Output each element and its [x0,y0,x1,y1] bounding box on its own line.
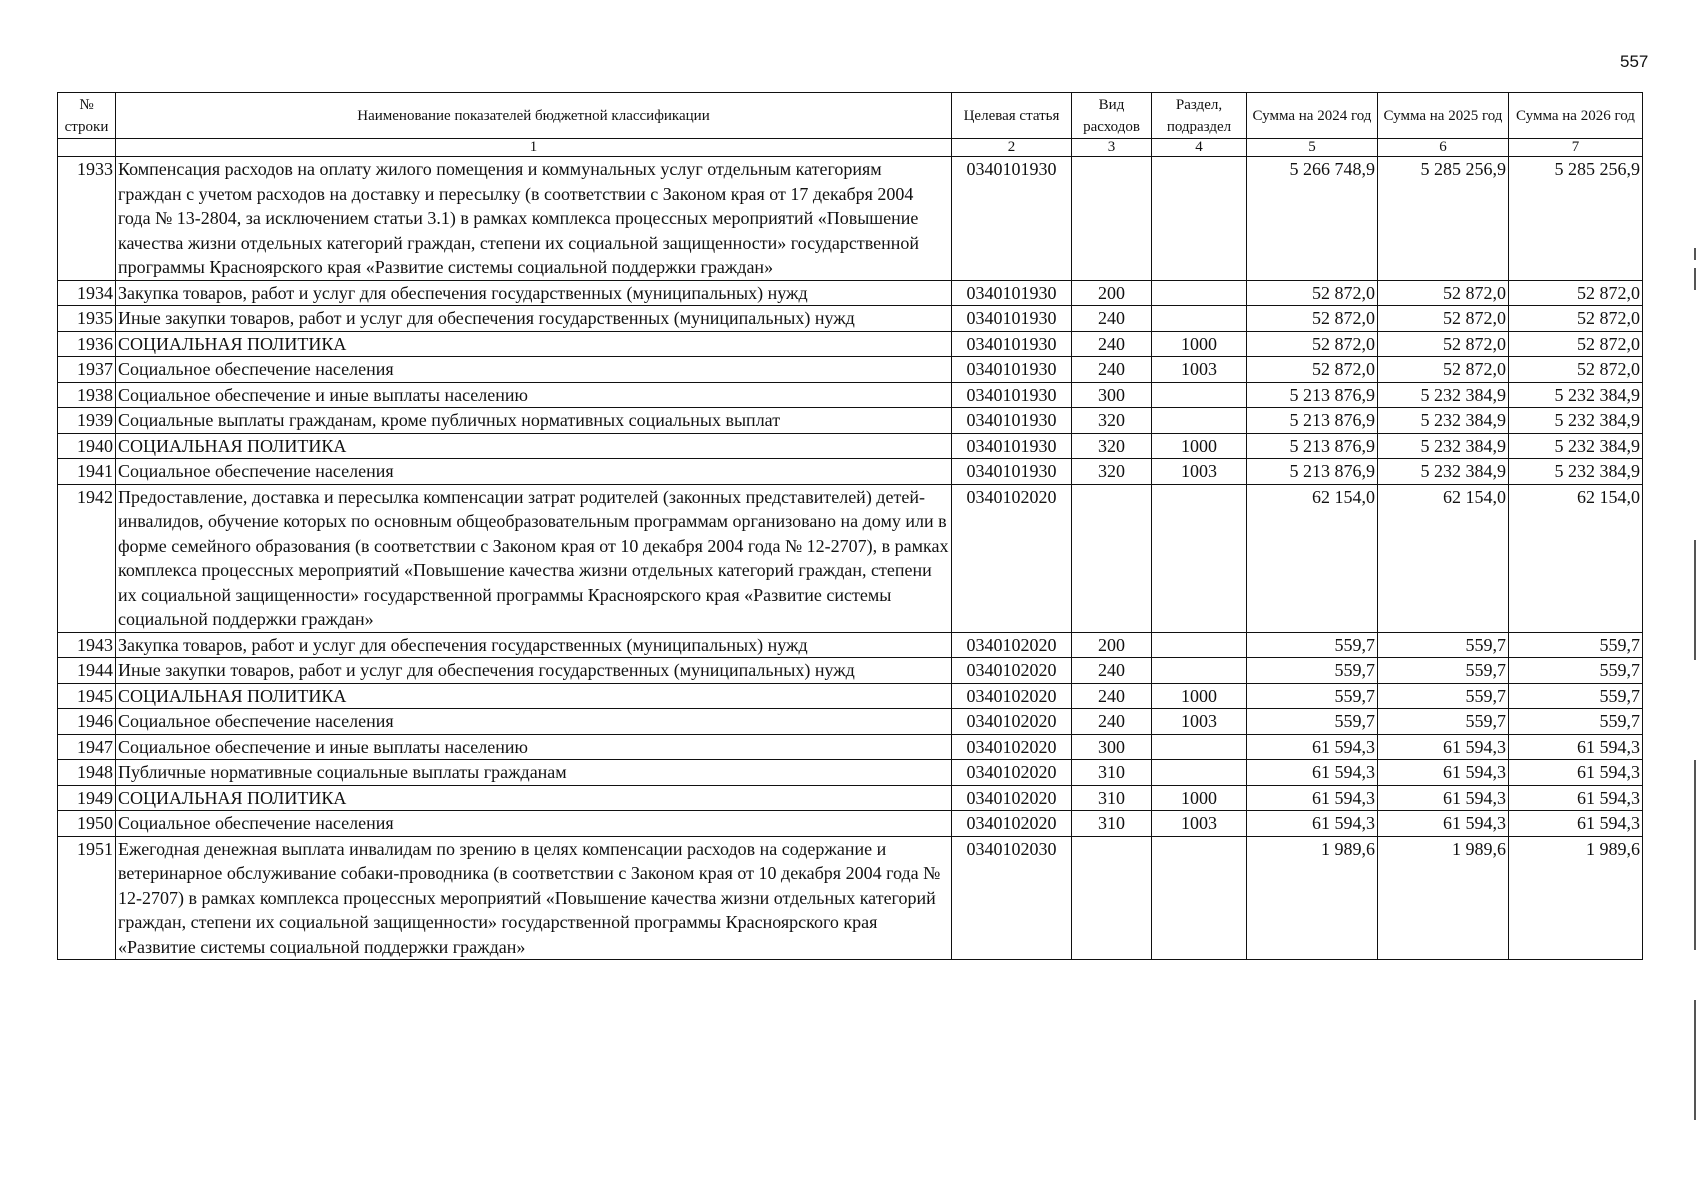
section-subsection [1152,382,1247,408]
section-subsection: 1003 [1152,357,1247,383]
expense-type [1072,157,1152,281]
sum-2026: 52 872,0 [1509,306,1643,332]
header-name: Наименование показателей бюджетной классификации [116,93,952,139]
table-row [58,683,1643,709]
table-row [58,408,1643,434]
sum-2025: 5 232 384,9 [1378,408,1509,434]
column-number: 7 [1509,139,1643,157]
target-article-code: 0340102020 [952,658,1072,684]
row-name: Социальное обеспечение населения [116,709,952,735]
column-number: 1 [116,139,952,157]
sum-2026: 61 594,3 [1509,811,1643,837]
section-subsection [1152,658,1247,684]
row-number: 1940 [58,433,116,459]
row-name: Социальное обеспечение населения [116,459,952,485]
row-name: Компенсация расходов на оплату жилого помещения и коммунальных услуг отдельным категориям граждан с учетом расходов на доставку и пересылку (в соответствии с Законом края от 17 декабря 2004 года № 13-2804, за исключением статьи 3.1) в рамках комплекса процессных мероприятий «Повышение качества жизни отдельных категорий граждан, степени их социальной защищенности» государственной программы Красноярского края «Развитие системы социальной поддержки граждан» [116,157,952,281]
expense-type: 320 [1072,433,1152,459]
header-section: Раздел, подраздел [1152,93,1247,139]
table-row [58,734,1643,760]
row-name: Социальное обеспечение населения [116,811,952,837]
sum-2026: 5 232 384,9 [1509,382,1643,408]
sum-2024: 1 989,6 [1247,836,1378,960]
target-article-code: 0340102020 [952,811,1072,837]
section-subsection [1152,484,1247,632]
expense-type: 200 [1072,280,1152,306]
row-name: СОЦИАЛЬНАЯ ПОЛИТИКА [116,683,952,709]
target-article-code: 0340101930 [952,157,1072,281]
row-number: 1942 [58,484,116,632]
header-sum-2024: Сумма на 2024 год [1247,93,1378,139]
sum-2025: 5 232 384,9 [1378,433,1509,459]
target-article-code: 0340101930 [952,459,1072,485]
sum-2025: 1 989,6 [1378,836,1509,960]
expense-type: 240 [1072,306,1152,332]
sum-2026: 1 989,6 [1509,836,1643,960]
row-number: 1935 [58,306,116,332]
target-article-code: 0340102020 [952,709,1072,735]
row-number: 1936 [58,331,116,357]
column-number: 6 [1378,139,1509,157]
row-name: Предоставление, доставка и пересылка компенсации затрат родителей (законных представителей) детей-инвалидов, обучение которых по основным общеобразовательным программам организовано на дому или в форме семейного образования (в соответствии с Законом края от 10 декабря 2004 года № 12-2707), в рамках комплекса процессных мероприятий «Повышение качества жизни отдельных категорий граждан, степени их социальной защищенности» государственной программы Красноярского края «Развитие системы социальной поддержки граждан» [116,484,952,632]
sum-2026: 61 594,3 [1509,760,1643,786]
sum-2026: 5 232 384,9 [1509,433,1643,459]
scan-edge-mark [1694,540,1696,660]
header-sum-2026: Сумма на 2026 год [1509,93,1643,139]
section-subsection: 1003 [1152,709,1247,735]
row-name: СОЦИАЛЬНАЯ ПОЛИТИКА [116,433,952,459]
section-subsection [1152,734,1247,760]
section-subsection: 1000 [1152,433,1247,459]
sum-2024: 5 213 876,9 [1247,433,1378,459]
section-subsection [1152,760,1247,786]
budget-table [57,92,1643,960]
section-subsection: 1003 [1152,811,1247,837]
table-row [58,760,1643,786]
header-sum-2025: Сумма на 2025 год [1378,93,1509,139]
section-subsection [1152,157,1247,281]
sum-2024: 559,7 [1247,709,1378,735]
row-number: 1945 [58,683,116,709]
sum-2026: 559,7 [1509,658,1643,684]
row-name: Закупка товаров, работ и услуг для обеспечения государственных (муниципальных) нужд [116,632,952,658]
table-row [58,157,1643,281]
table-row [58,811,1643,837]
row-number: 1947 [58,734,116,760]
section-subsection [1152,306,1247,332]
expense-type [1072,484,1152,632]
table-row [58,658,1643,684]
target-article-code: 0340101930 [952,306,1072,332]
expense-type: 300 [1072,734,1152,760]
row-number: 1943 [58,632,116,658]
target-article-code: 0340102020 [952,632,1072,658]
row-number: 1938 [58,382,116,408]
row-number: 1939 [58,408,116,434]
sum-2025: 52 872,0 [1378,331,1509,357]
header-rownum: № строки [58,93,116,139]
section-subsection: 1003 [1152,459,1247,485]
section-subsection: 1000 [1152,331,1247,357]
column-number: 4 [1152,139,1247,157]
row-number: 1948 [58,760,116,786]
expense-type: 240 [1072,357,1152,383]
sum-2025: 61 594,3 [1378,811,1509,837]
section-subsection [1152,280,1247,306]
expense-type: 200 [1072,632,1152,658]
target-article-code: 0340101930 [952,408,1072,434]
table-row [58,331,1643,357]
row-name: Иные закупки товаров, работ и услуг для обеспечения государственных (муниципальных) нужд [116,306,952,332]
sum-2026: 52 872,0 [1509,357,1643,383]
expense-type: 310 [1072,785,1152,811]
target-article-code: 0340102020 [952,785,1072,811]
sum-2026: 61 594,3 [1509,734,1643,760]
expense-type: 320 [1072,459,1152,485]
section-subsection [1152,408,1247,434]
row-name: Социальное обеспечение населения [116,357,952,383]
target-article-code: 0340102020 [952,484,1072,632]
sum-2024: 61 594,3 [1247,760,1378,786]
row-name: Закупка товаров, работ и услуг для обеспечения государственных (муниципальных) нужд [116,280,952,306]
sum-2026: 559,7 [1509,632,1643,658]
row-number: 1949 [58,785,116,811]
sum-2024: 559,7 [1247,632,1378,658]
expense-type: 240 [1072,709,1152,735]
sum-2026: 61 594,3 [1509,785,1643,811]
section-subsection: 1000 [1152,683,1247,709]
row-number: 1937 [58,357,116,383]
column-number: 3 [1072,139,1152,157]
sum-2024: 5 213 876,9 [1247,408,1378,434]
target-article-code: 0340102020 [952,683,1072,709]
sum-2025: 559,7 [1378,658,1509,684]
sum-2024: 52 872,0 [1247,280,1378,306]
sum-2024: 61 594,3 [1247,811,1378,837]
target-article-code: 0340102020 [952,760,1072,786]
target-article-code: 0340101930 [952,433,1072,459]
row-number: 1951 [58,836,116,960]
sum-2026: 559,7 [1509,683,1643,709]
row-name: Социальное обеспечение и иные выплаты населению [116,734,952,760]
sum-2024: 61 594,3 [1247,734,1378,760]
scan-edge-mark [1694,248,1696,260]
sum-2026: 5 232 384,9 [1509,408,1643,434]
sum-2026: 52 872,0 [1509,331,1643,357]
row-number: 1944 [58,658,116,684]
expense-type: 240 [1072,331,1152,357]
row-name: Социальное обеспечение и иные выплаты населению [116,382,952,408]
table-row [58,632,1643,658]
row-name: Иные закупки товаров, работ и услуг для обеспечения государственных (муниципальных) нужд [116,658,952,684]
column-number: 2 [952,139,1072,157]
sum-2024: 559,7 [1247,658,1378,684]
target-article-code: 0340101930 [952,331,1072,357]
expense-type: 310 [1072,760,1152,786]
target-article-code: 0340101930 [952,382,1072,408]
sum-2024: 52 872,0 [1247,331,1378,357]
sum-2025: 5 232 384,9 [1378,382,1509,408]
sum-2026: 5 232 384,9 [1509,459,1643,485]
row-number: 1946 [58,709,116,735]
table-row [58,484,1643,632]
row-number: 1950 [58,811,116,837]
header-kind: Вид расходов [1072,93,1152,139]
sum-2025: 62 154,0 [1378,484,1509,632]
table-row [58,382,1643,408]
table-body [58,157,1643,960]
row-name: Публичные нормативные социальные выплаты гражданам [116,760,952,786]
table-row [58,357,1643,383]
sum-2025: 52 872,0 [1378,306,1509,332]
row-number: 1934 [58,280,116,306]
table-row [58,459,1643,485]
expense-type: 240 [1072,658,1152,684]
row-number: 1941 [58,459,116,485]
sum-2026: 559,7 [1509,709,1643,735]
scan-edge-mark [1694,268,1696,290]
column-number-row [58,139,1643,157]
section-subsection [1152,836,1247,960]
sum-2025: 61 594,3 [1378,760,1509,786]
row-name: Ежегодная денежная выплата инвалидам по зрению в целях компенсации расходов на содержание и ветеринарное обслуживание собаки-проводника (в соответствии с Законом края от 10 декабря 2004 года № 12-2707) в рамках комплекса процессных мероприятий «Повышение качества жизни отдельных категорий граждан, степени их социальной защищенности» государственной программы Красноярского края «Развитие системы социальной поддержки граждан» [116,836,952,960]
row-number: 1933 [58,157,116,281]
sum-2024: 52 872,0 [1247,357,1378,383]
sum-2025: 61 594,3 [1378,734,1509,760]
target-article-code: 0340102030 [952,836,1072,960]
sum-2026: 5 285 256,9 [1509,157,1643,281]
sum-2026: 52 872,0 [1509,280,1643,306]
sum-2024: 5 213 876,9 [1247,382,1378,408]
expense-type [1072,836,1152,960]
scan-edge-mark [1694,760,1696,950]
column-number [58,139,116,157]
section-subsection [1152,632,1247,658]
sum-2024: 61 594,3 [1247,785,1378,811]
sum-2024: 52 872,0 [1247,306,1378,332]
sum-2025: 559,7 [1378,683,1509,709]
sum-2025: 52 872,0 [1378,357,1509,383]
sum-2026: 62 154,0 [1509,484,1643,632]
table-row [58,785,1643,811]
scan-edge-mark [1694,1000,1696,1120]
expense-type: 310 [1072,811,1152,837]
sum-2025: 5 232 384,9 [1378,459,1509,485]
target-article-code: 0340101930 [952,357,1072,383]
target-article-code: 0340101930 [952,280,1072,306]
row-name: СОЦИАЛЬНАЯ ПОЛИТИКА [116,331,952,357]
header-code: Целевая статья [952,93,1072,139]
row-name: СОЦИАЛЬНАЯ ПОЛИТИКА [116,785,952,811]
sum-2025: 61 594,3 [1378,785,1509,811]
sum-2024: 5 213 876,9 [1247,459,1378,485]
table-row [58,433,1643,459]
sum-2024: 559,7 [1247,683,1378,709]
table-row [58,306,1643,332]
table-row [58,836,1643,960]
sum-2024: 5 266 748,9 [1247,157,1378,281]
sum-2025: 559,7 [1378,632,1509,658]
sum-2025: 5 285 256,9 [1378,157,1509,281]
header-row [58,93,1643,139]
expense-type: 300 [1072,382,1152,408]
expense-type: 240 [1072,683,1152,709]
section-subsection: 1000 [1152,785,1247,811]
table-row [58,709,1643,735]
sum-2025: 559,7 [1378,709,1509,735]
expense-type: 320 [1072,408,1152,434]
sum-2024: 62 154,0 [1247,484,1378,632]
row-name: Социальные выплаты гражданам, кроме публичных нормативных социальных выплат [116,408,952,434]
target-article-code: 0340102020 [952,734,1072,760]
column-number: 5 [1247,139,1378,157]
sum-2025: 52 872,0 [1378,280,1509,306]
page-number: 557 [1620,52,1649,71]
table-row [58,280,1643,306]
